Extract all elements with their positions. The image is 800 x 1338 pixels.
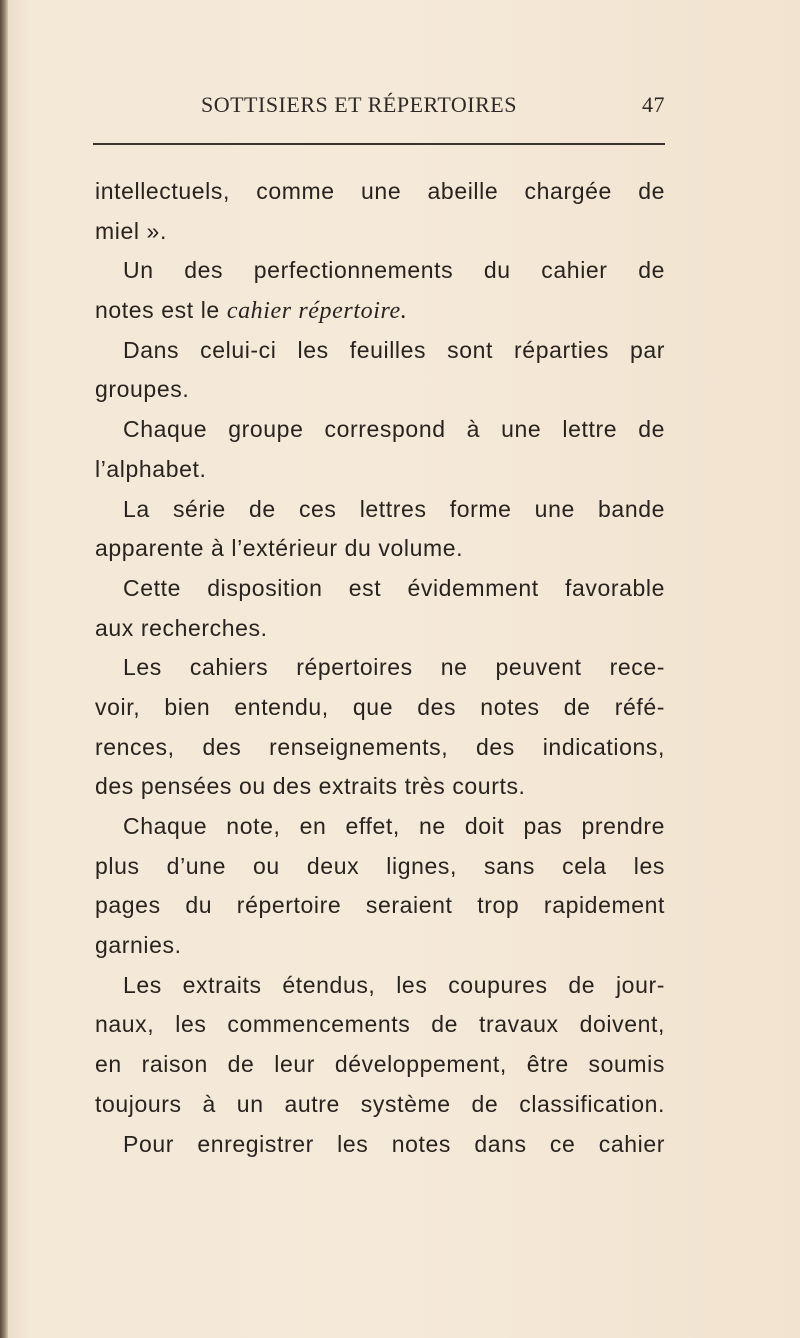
page-binding-edge <box>0 0 8 1338</box>
text-line: voir, bien entendu, que des notes de réfé- <box>95 693 665 720</box>
text-segment: notes est le <box>95 297 220 324</box>
text-line: Dans celui-ci les feuilles sont réparties par <box>123 336 665 363</box>
text-line: plus d’une ou deux lignes, sans cela les <box>95 852 665 879</box>
running-title: SOTTISIERS ET RÉPERTOIRES <box>201 92 517 117</box>
text-line: Cette disposition est évidemment favorable <box>123 574 665 601</box>
text-line: l’alphabet. <box>95 455 207 482</box>
text-line: Les extraits étendus, les coupures de jour- <box>123 971 665 998</box>
text-line: Un des perfectionnements du cahier de <box>123 257 665 284</box>
page-header <box>93 92 665 124</box>
text-line: toujours à un autre système de classification. <box>95 1090 665 1117</box>
body-text <box>95 172 665 1164</box>
text-line: rences, des renseignements, des indications, <box>95 733 665 760</box>
text-line <box>95 291 665 331</box>
text-line: garnies. <box>95 932 182 959</box>
text-line: groupes. <box>95 376 190 403</box>
text-line: Pour enregistrer les notes dans ce cahier <box>123 1130 665 1157</box>
text-line: Chaque note, en effet, ne doit pas prendre <box>123 813 665 839</box>
text-line: pages du répertoire seraient trop rapidement <box>95 892 665 919</box>
text-line: Les cahiers répertoires ne peuvent rece- <box>123 654 665 681</box>
text-line: intellectuels, comme une abeille chargée de <box>95 178 665 204</box>
text-line: des pensées ou des extraits très courts. <box>95 773 526 800</box>
text-line: La série de ces lettres forme une bande <box>123 495 665 522</box>
text-line: apparente à l’extérieur du volume. <box>95 535 464 562</box>
text-line: miel ». <box>95 217 167 244</box>
emphasized-term: cahier répertoire. <box>226 298 408 325</box>
text-line: en raison de leur développement, être soumis <box>95 1051 665 1078</box>
text-line: aux recherches. <box>95 614 268 641</box>
text-line: naux, les commencements de travaux doivent, <box>95 1011 665 1038</box>
page-number: 47 <box>642 92 665 117</box>
text-line: Chaque groupe correspond à une lettre de <box>123 416 665 443</box>
header-rule <box>93 143 665 145</box>
